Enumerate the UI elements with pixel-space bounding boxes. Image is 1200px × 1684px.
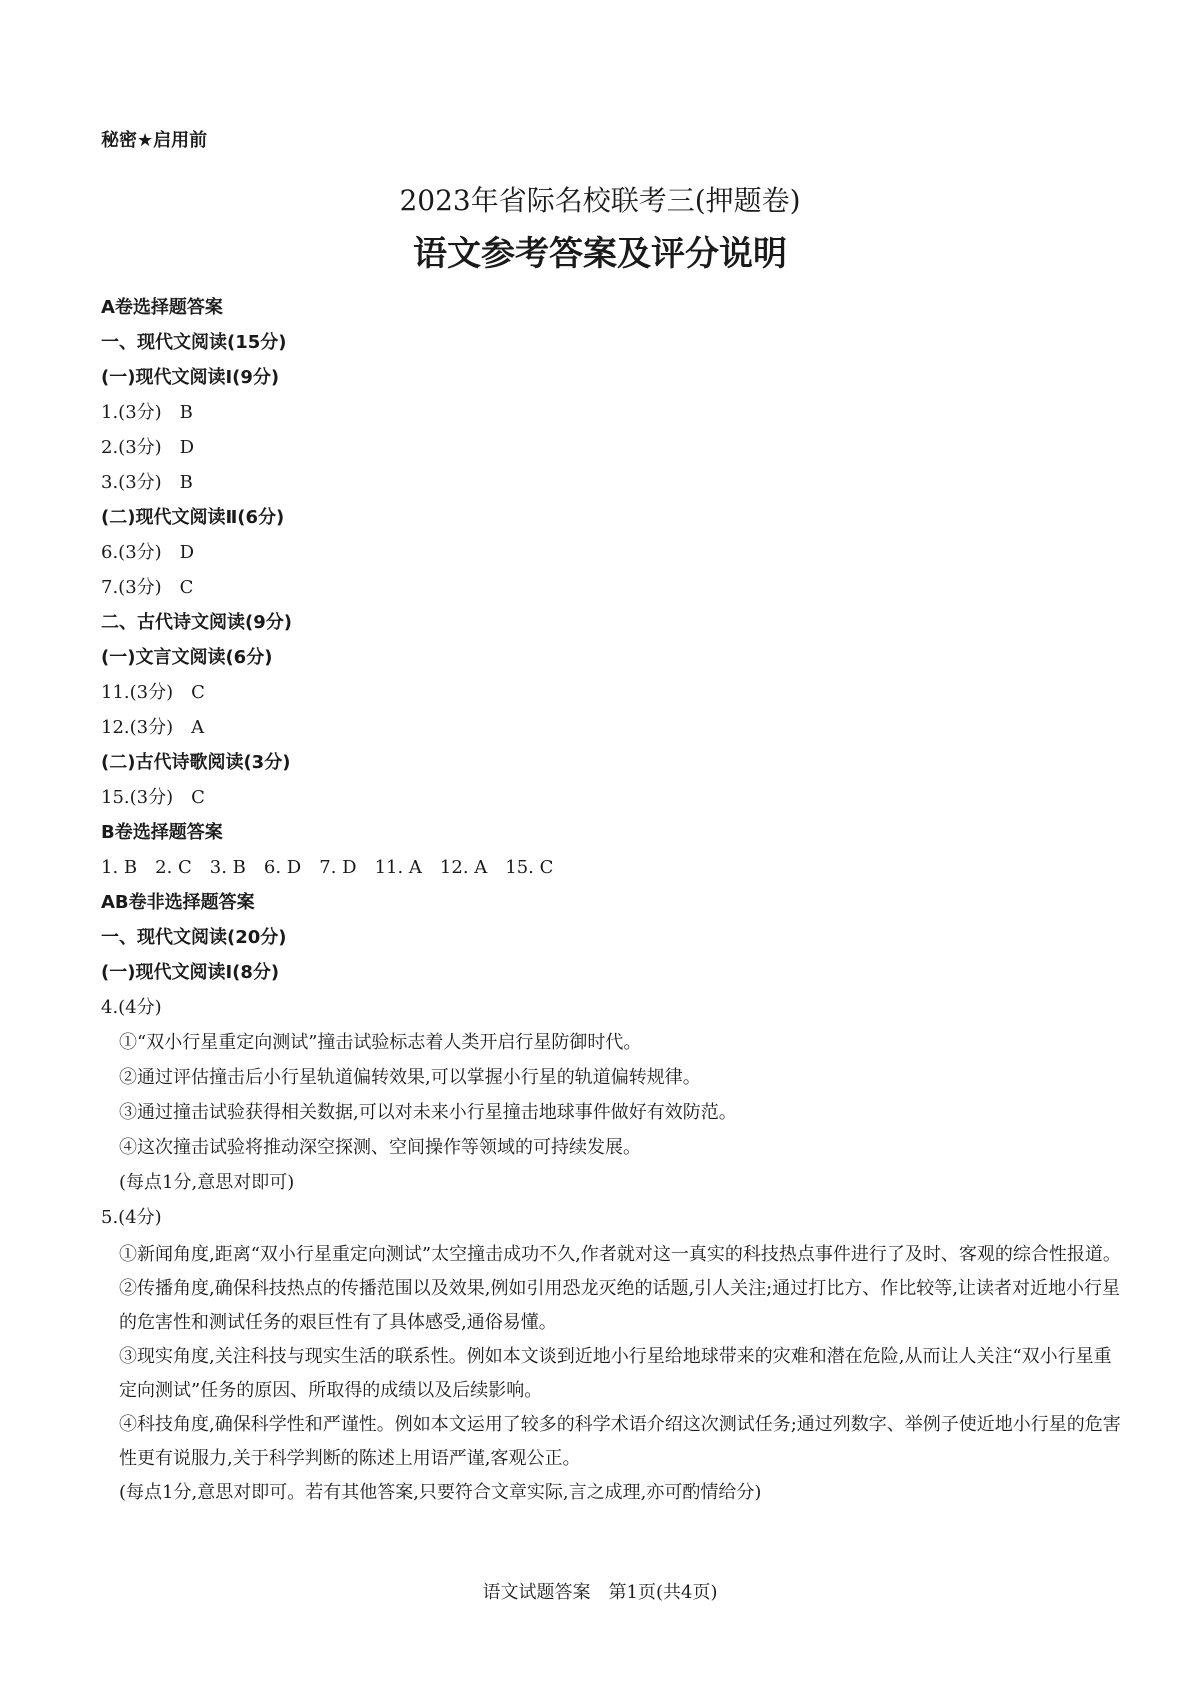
secret-label: 秘密★启用前 [101,130,208,151]
answer-line: 7.(3分) C [101,577,194,598]
answer-line: 3.(3分) B [101,472,193,493]
page-footer: 语文试题答案 第1页(共4页) [482,1582,718,1603]
question-heading: 4.(4分) [101,997,162,1018]
answer-point: ②传播角度,确保科技热点的传播范围以及效果,例如引用恐龙灭绝的话题,引人关注;通过打比方、作比较等,让读者对近地小行星的危害性和测试任务的艰巨性有了具体感受,通俗易懂。 [119,1278,1120,1333]
answer-line: 2.(3分) D [101,437,195,458]
section-heading: 一、现代文阅读(20分) [101,927,287,948]
exam-title: 2023年省际名校联考三(押题卷) [399,184,801,217]
section-heading: AB卷非选择题答案 [101,892,255,913]
question-heading: 5.(4分) [101,1207,162,1228]
answer-point: ①“双小行星重定向测试”撞击试验标志着人类开启行星防御时代。 [119,1032,642,1053]
answer-point: ①新闻角度,距离“双小行星重定向测试”太空撞击成功不久,作者就对这一真实的科技热点事件进行了及时、客观的综合性报道。 [119,1244,1121,1265]
subsection-heading: (一)现代文阅读Ⅰ(9分) [101,367,280,388]
subsection-heading: (二)古代诗歌阅读(3分) [101,752,291,773]
scoring-note: (每点1分,意思对即可) [119,1172,295,1193]
answer-point: ④科技角度,确保科学性和严谨性。例如本文运用了较多的科学术语介绍这次测试任务;通过列数字、举例子使近地小行星的危害性更有说服力,关于科学判断的陈述上用语严谨,客观公正。 [119,1414,1121,1469]
answer-point: ③通过撞击试验获得相关数据,可以对未来小行星撞击地球事件做好有效防范。 [119,1102,737,1123]
answer-line: 1. B 2. C 3. B 6. D 7. D 11. A 12. A 15. C [101,857,554,878]
section-heading: A卷选择题答案 [101,297,223,318]
answer-line: 12.(3分) A [101,717,205,738]
scoring-note: (每点1分,意思对即可。若有其他答案,只要符合文章实际,言之成理,亦可酌情给分) [119,1482,762,1503]
section-heading: 二、古代诗文阅读(9分) [101,612,292,633]
subsection-heading: (一)现代文阅读Ⅰ(8分) [101,962,280,983]
answer-body [101,293,1121,1510]
answer-point: ②通过评估撞击后小行星轨道偏转效果,可以掌握小行星的轨道偏转规律。 [119,1067,701,1088]
document-title: 语文参考答案及评分说明 [413,234,787,274]
answer-line: 15.(3分) C [101,787,205,808]
answer-point: ④这次撞击试验将推动深空探测、空间操作等领域的可持续发展。 [119,1137,641,1158]
section-heading: B卷选择题答案 [101,822,223,843]
answer-point: ③现实角度,关注科技与现实生活的联系性。例如本文谈到近地小行星给地球带来的灾难和潜在危险,从而让人关注“双小行星重定向测试”任务的原因、所取得的成绩以及后续影响。 [119,1346,1112,1401]
subsection-heading: (二)现代文阅读Ⅱ(6分) [101,507,285,528]
answer-line: 6.(3分) D [101,542,195,563]
section-heading: 一、现代文阅读(15分) [101,332,287,353]
subsection-heading: (一)文言文阅读(6分) [101,647,273,668]
answer-line: 11.(3分) C [101,682,205,703]
answer-line: 1.(3分) B [101,402,193,423]
